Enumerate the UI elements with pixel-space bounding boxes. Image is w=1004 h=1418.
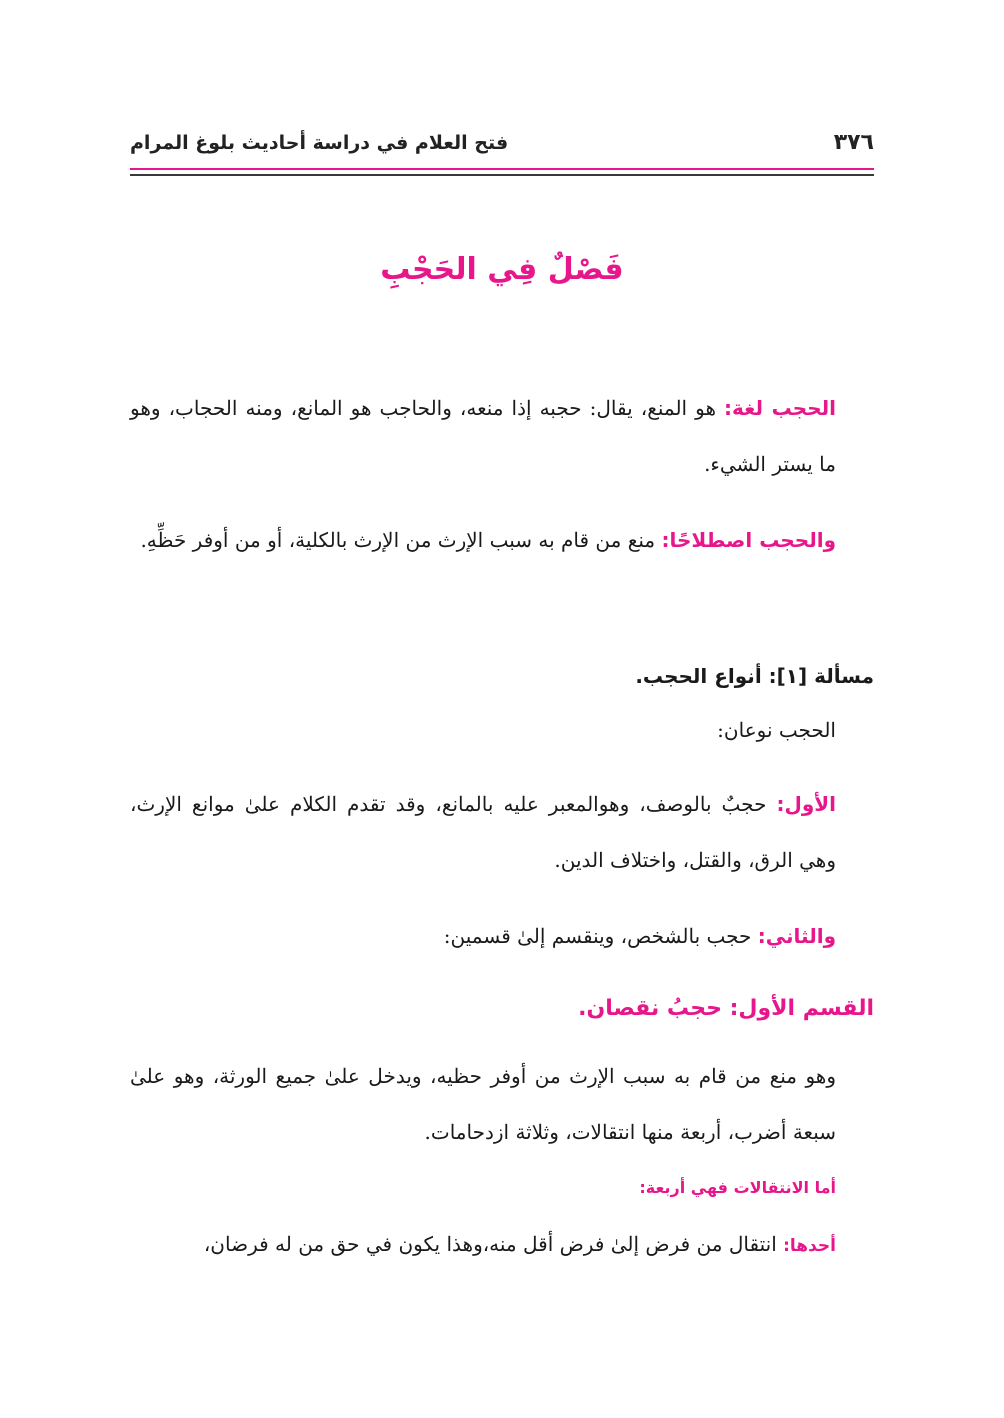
- issue-title: أنواع الحجب.: [635, 664, 769, 688]
- paragraph-lexical-definition: [130, 380, 874, 492]
- header-rule-dark: [130, 174, 874, 176]
- small-heading-text: أما الانتقالات فهي أربعة:: [639, 1178, 836, 1197]
- paragraph-reduction: وهو منع من قام به سبب الإرث من أوفر حظيه، ويدخل علىٰ جميع الورثة، وهو علىٰ سبعة أضرب، أربعة منها انتقالات، وثلاثة ازدحامات.: [130, 1064, 837, 1144]
- page-number: ٣٧٦: [833, 130, 874, 155]
- paragraph-text: منع من قام به سبب الإرث من الإرث بالكلية، أو من أوفر حَظِّهِ.: [140, 528, 662, 552]
- issue-label: مسألة [١]:: [768, 664, 874, 688]
- paragraph-technical-definition: [130, 512, 874, 568]
- term-label: الأول:: [776, 792, 836, 816]
- sub-heading: [130, 980, 874, 1037]
- paragraph-text: حجب بالشخص، وينقسم إلىٰ قسمين:: [443, 924, 758, 948]
- paragraph-text: حجبٌ بالوصف، وهوالمعبر عليه بالمانع، وقد تقدم الكلام علىٰ موانع الإرث، وهي الرق، والقتل، واختلاف الدين.: [130, 792, 836, 872]
- running-title: فتح العلام في دراسة أحاديث بلوغ المرام: [130, 132, 509, 154]
- paragraph-text: هو المنع، يقال: حجبه إذا منعه، والحاجب هو المانع، ومنه الحجاب، وهو ما يستر الشيء.: [130, 396, 836, 476]
- paragraph-text: انتقال من فرض إلىٰ فرض أقل منه،وهذا يكون في حق من له فرضان،: [203, 1232, 784, 1256]
- sub-heading-text: القسم الأول: حجبُ نقصان.: [578, 996, 874, 1021]
- issue-heading: [130, 648, 874, 704]
- term-label: الحجب لغة:: [724, 396, 836, 420]
- term-label: والثاني:: [757, 924, 836, 948]
- small-heading: [130, 1158, 874, 1216]
- term-label: أحدها:: [783, 1236, 836, 1256]
- paragraph-types-intro: الحجب نوعان:: [717, 718, 836, 742]
- paragraph-first-transition: [130, 1216, 874, 1274]
- header-rule-pink: [130, 168, 874, 170]
- page-header: [130, 128, 874, 164]
- paragraph-first-type: [130, 776, 874, 888]
- term-label: والحجب اصطلاحًا:: [661, 528, 836, 552]
- section-title: فَصْلٌ فِي الحَجْبِ: [380, 252, 624, 287]
- paragraph-second-type: [130, 908, 874, 964]
